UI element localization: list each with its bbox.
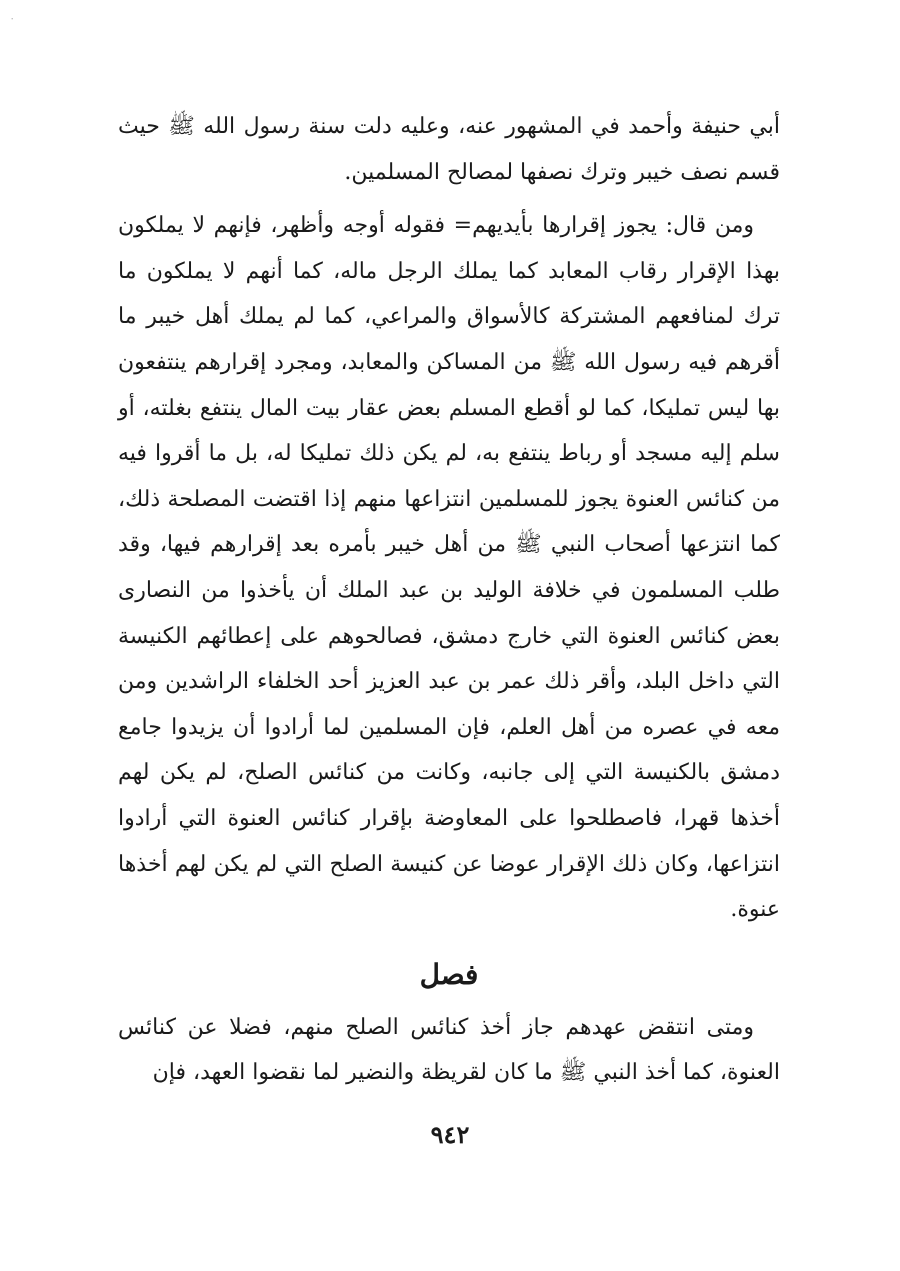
section-heading: فصل	[419, 957, 479, 991]
page-number: ٩٤٢	[430, 1120, 470, 1149]
page-body	[118, 104, 780, 1096]
corner-mark: ٠	[10, 14, 15, 23]
paragraph-main: ومن قال: يجوز إقرارها بأيديهم= فقوله أوجه وأظهر، فإنهم لا يملكون بهذا الإقرار رقاب المعابد كما يملك الرجل ماله، كما أنهم لا يملكون ما ترك لمنافعهم المشتركة كالأسواق والمراعي، كما لم يملك أهل خيبر ما أقرهم فيه رسول الله ﷺ من المساكن والمعابد، ومجرد إقرارهم ينتفعون بها ليس تمليكا، كما لو أقطع المسلم بعض عقار بيت المال ينتفع بغلته، أو سلم إليه مسجد أو رباط ينتفع به، لم يكن ذلك تمليكا له، بل ما أقروا فيه من كنائس العنوة يجوز للمسلمين انتزاعها منهم إذا اقتضت المصلحة ذلك، كما انتزعها أصحاب النبي ﷺ من أهل خيبر بأمره بعد إقرارهم فيها، وقد طلب المسلمون في خلافة الوليد بن عبد الملك أن يأخذوا من النصارى بعض كنائس العنوة التي خارج دمشق، فصالحوهم على إعطائهم الكنيسة التي داخل البلد، وأقر ذلك عمر بن عبد العزيز أحد الخلفاء الراشدين ومن معه في عصره من أهل العلم، فإن المسلمين لما أرادوا أن يزيدوا جامع دمشق بالكنيسة التي إلى جانبه، وكانت من كنائس الصلح، لم يكن لهم أخذها قهرا، فاصطلحوا على المعاوضة بإقرار كنائس العنوة التي أرادوا انتزاعها، وكان ذلك الإقرار عوضا عن كنيسة الصلح التي لم يكن لهم أخذها عنوة.	[118, 213, 780, 923]
paragraph-continuation: أبي حنيفة وأحمد في المشهور عنه، وعليه دلت سنة رسول الله ﷺ حيث قسم نصف خيبر وترك نصفها لمصالح المسلمين.	[118, 114, 780, 185]
paragraph-section-start: ومتى انتقض عهدهم جاز أخذ كنائس الصلح منهم، فضلا عن كنائس العنوة، كما أخذ النبي ﷺ ما كان لقريظة والنضير لما نقضوا العهد، فإن	[118, 1014, 780, 1086]
